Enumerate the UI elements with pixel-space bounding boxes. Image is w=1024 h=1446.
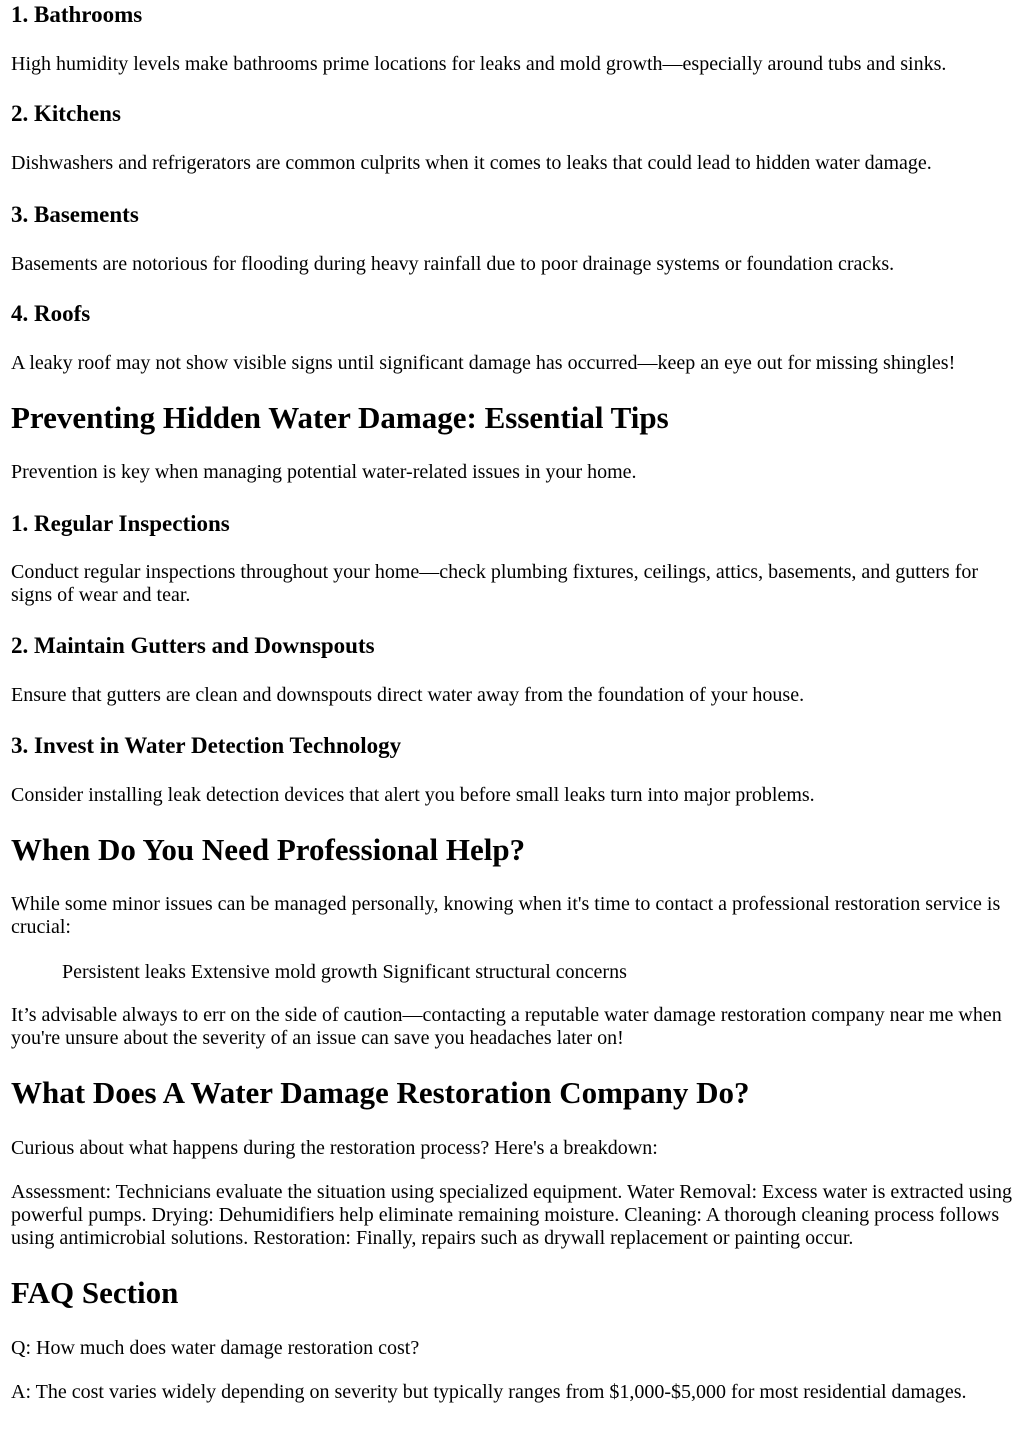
paragraph-maintain-gutters: Ensure that gutters are clean and downspouts direct water away from the foundation of your house. bbox=[11, 684, 805, 706]
paragraph-bathrooms: High humidity levels make bathrooms prime locations for leaks and mold growth—especially around tubs and sinks. bbox=[11, 53, 947, 75]
paragraph-kitchens: Dishwashers and refrigerators are common culprits when it comes to leaks that could lead to hidden water damage. bbox=[11, 152, 932, 174]
paragraph-professional-help-advice: It’s advisable always to err on the side of caution—contacting a reputable water damage restoration company near me when you're unsure about the severity of an issue can save you headaches later on! bbox=[11, 1004, 1002, 1049]
heading-kitchens: 2. Kitchens bbox=[11, 101, 121, 126]
heading-maintain-gutters: 2. Maintain Gutters and Downspouts bbox=[11, 633, 375, 658]
faq-question-cost: Q: How much does water damage restoration cost? bbox=[11, 1337, 420, 1359]
heading-bathrooms: 1. Bathrooms bbox=[11, 2, 143, 27]
heading-faq-section: FAQ Section bbox=[11, 1275, 179, 1310]
paragraph-prevention-intro: Prevention is key when managing potential water-related issues in your home. bbox=[11, 461, 637, 483]
paragraph-restoration-steps: Assessment: Technicians evaluate the situation using specialized equipment. Water Removal: Excess water is extracted using powerful pumps. Drying: Dehumidifiers help eliminate remaining moisture. Cleaning: A thorough cleaning process follows using antimicrobial solutions. Restoration: Finally, repairs such as drywall replacement or painting occur. bbox=[11, 1181, 1012, 1249]
heading-regular-inspections: 1. Regular Inspections bbox=[11, 511, 230, 536]
professional-help-list: Persistent leaks Extensive mold growth Significant structural concerns bbox=[62, 961, 627, 983]
paragraph-professional-help-intro: While some minor issues can be managed personally, knowing when it's time to contact a professional restoration service is crucial: bbox=[11, 893, 1001, 938]
heading-water-detection: 3. Invest in Water Detection Technology bbox=[11, 733, 402, 758]
paragraph-basements: Basements are notorious for flooding during heavy rainfall due to poor drainage systems or foundation cracks. bbox=[11, 253, 895, 275]
heading-preventing-hidden-water-damage: Preventing Hidden Water Damage: Essential Tips bbox=[11, 400, 669, 435]
paragraph-roofs: A leaky roof may not show visible signs until significant damage has occurred—keep an eye out for missing shingles! bbox=[11, 352, 956, 374]
paragraph-restoration-intro: Curious about what happens during the restoration process? Here's a breakdown: bbox=[11, 1137, 658, 1159]
paragraph-regular-inspections: Conduct regular inspections throughout your home—check plumbing fixtures, ceilings, attics, basements, and gutters for signs of wear and tear. bbox=[11, 561, 979, 606]
heading-restoration-company: What Does A Water Damage Restoration Company Do? bbox=[11, 1075, 750, 1110]
paragraph-water-detection: Consider installing leak detection devices that alert you before small leaks turn into major problems. bbox=[11, 784, 815, 806]
heading-roofs: 4. Roofs bbox=[11, 301, 91, 326]
heading-basements: 3. Basements bbox=[11, 202, 139, 227]
faq-answer-cost: A: The cost varies widely depending on severity but typically ranges from $1,000-$5,000 for most residential damages. bbox=[11, 1381, 967, 1403]
heading-professional-help: When Do You Need Professional Help? bbox=[11, 832, 526, 867]
